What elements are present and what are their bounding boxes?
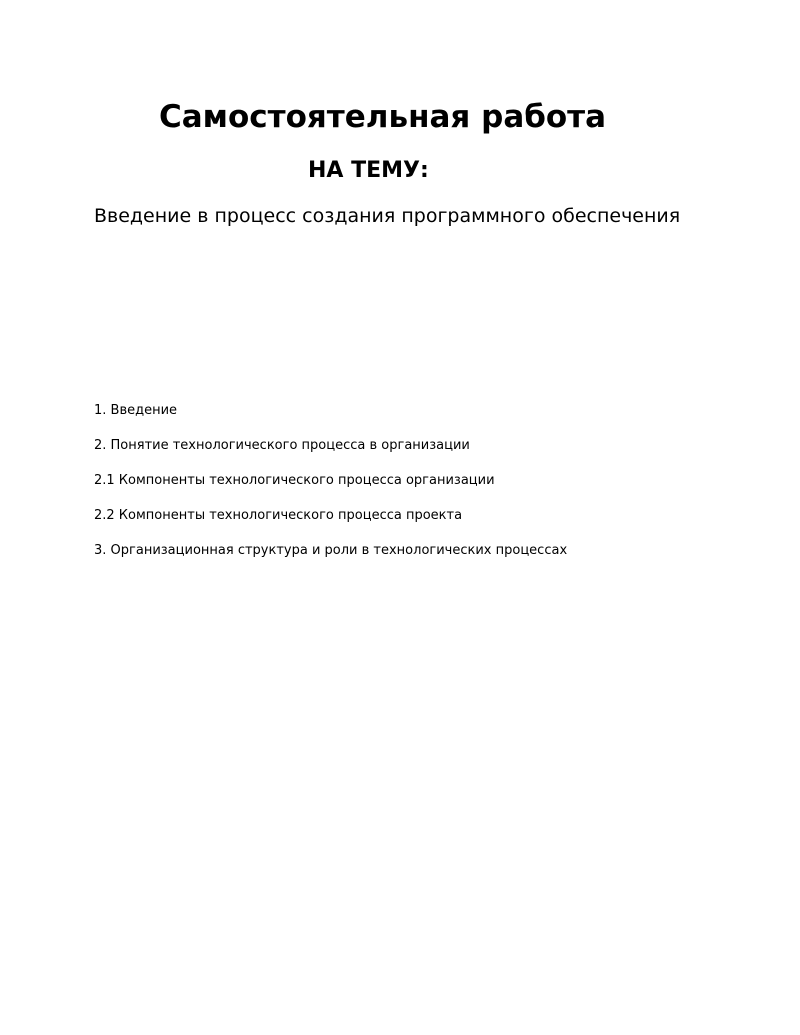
toc-item: 2.2 Компоненты технологического процесса проекта — [94, 508, 463, 523]
document-title: Самостоятельная работа — [158, 99, 607, 135]
document-subtitle: НА ТЕМУ: — [308, 158, 429, 183]
toc-item: 3. Организационная структура и роли в технологических процессах — [94, 543, 568, 558]
document-topic: Введение в процесс создания программного обеспечения — [94, 205, 681, 227]
table-of-contents — [94, 401, 567, 576]
toc-item: 2.1 Компоненты технологического процесса организации — [94, 473, 495, 488]
toc-item: 1. Введение — [94, 403, 178, 418]
toc-item: 2. Понятие технологического процесса в организации — [94, 438, 470, 453]
